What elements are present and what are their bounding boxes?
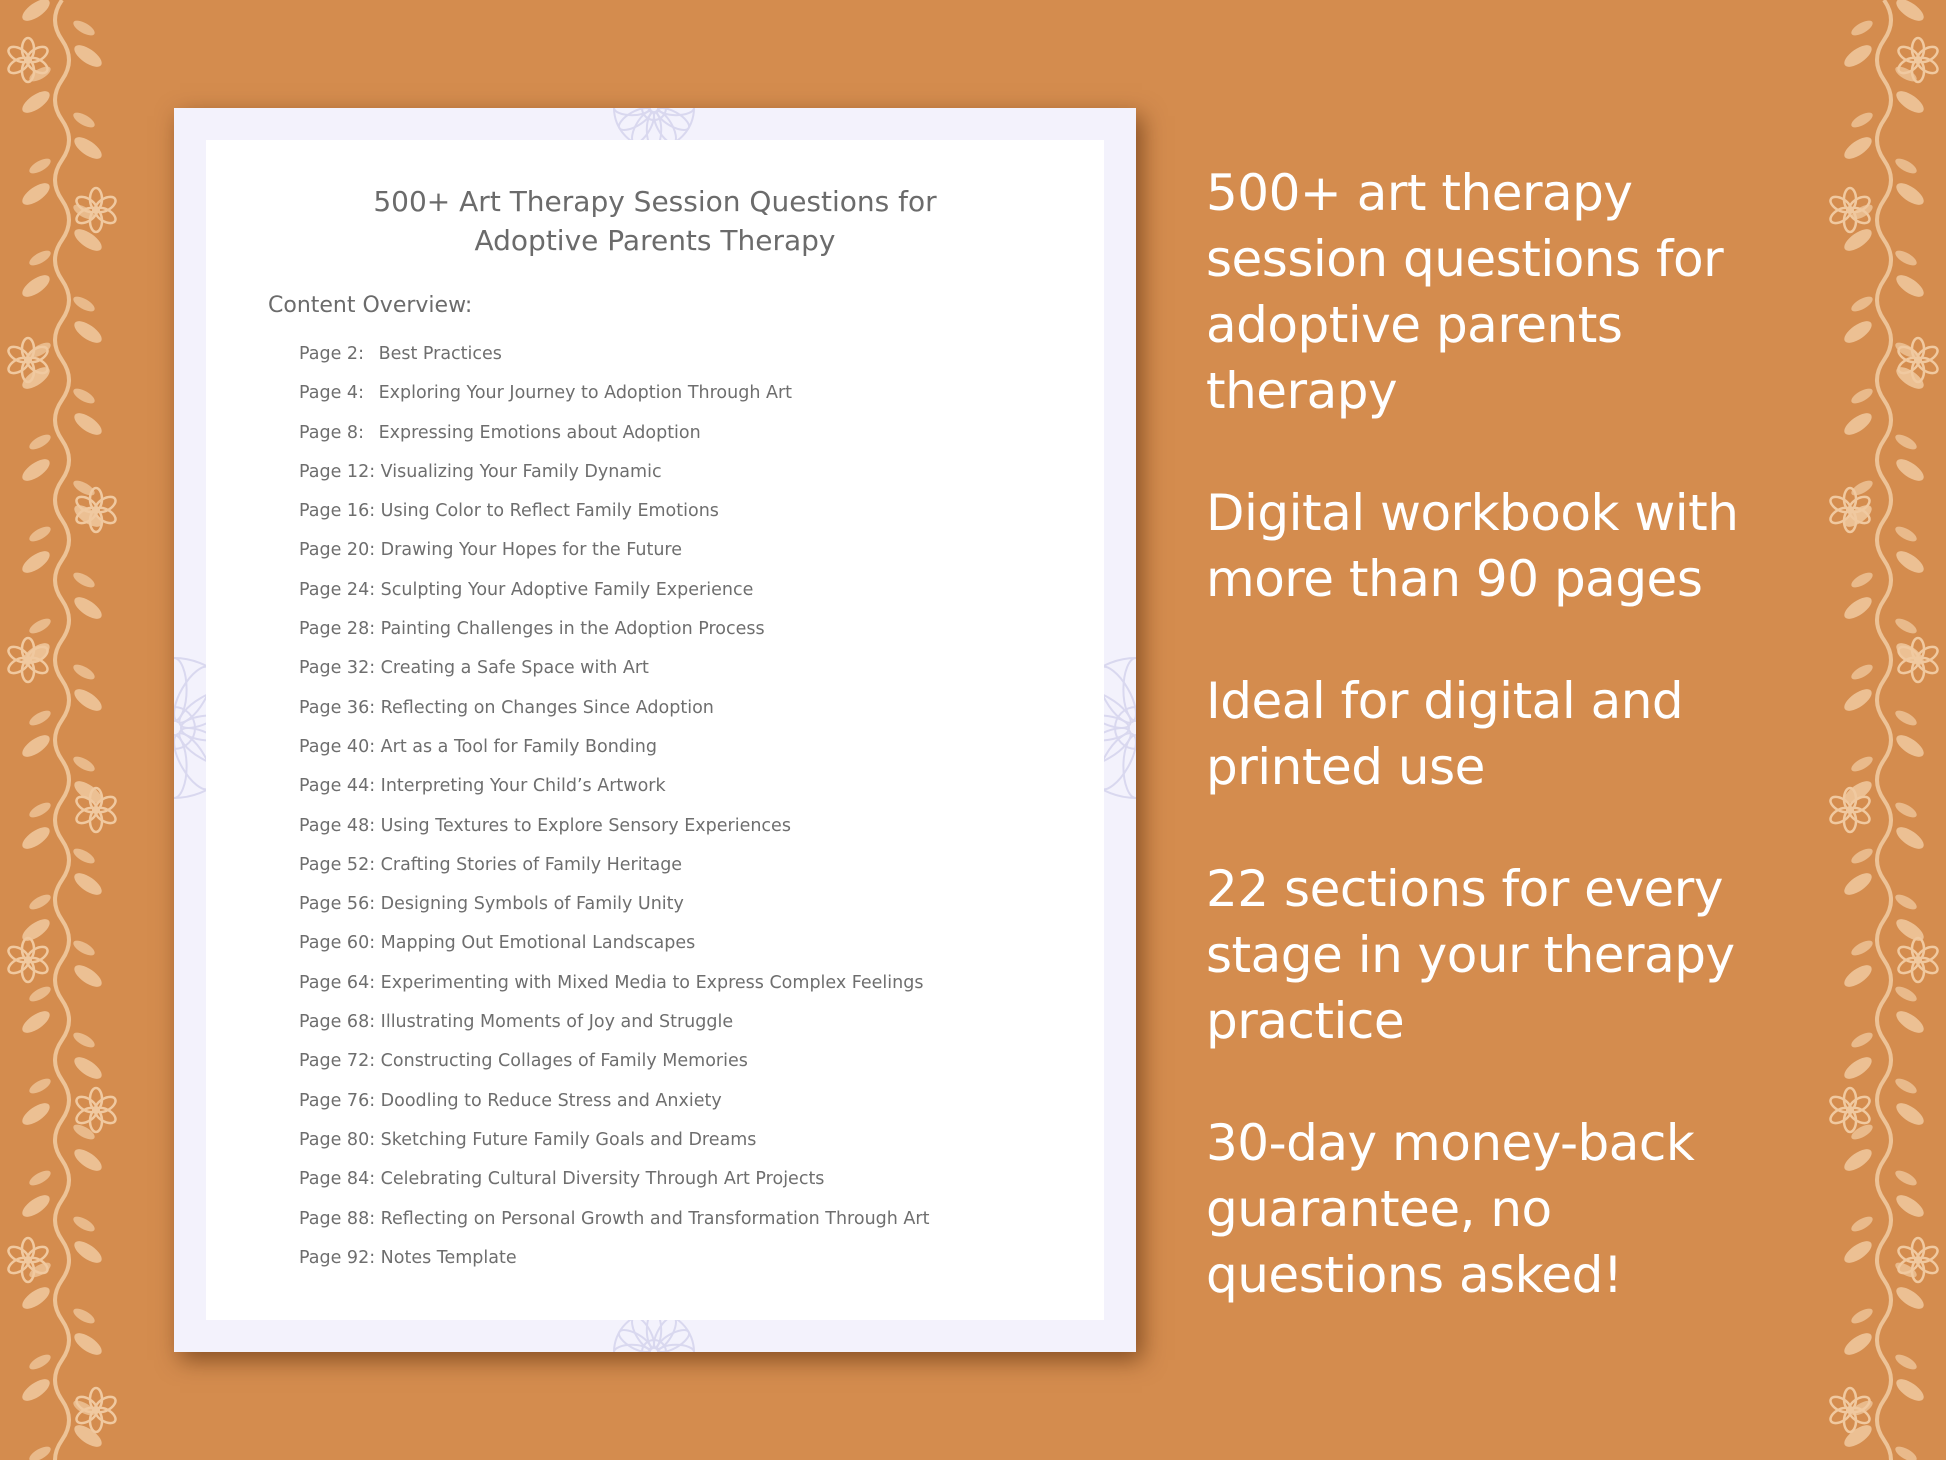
feature-line: therapy xyxy=(1206,362,1398,420)
toc-section-title: Reflecting on Changes Since Adoption xyxy=(380,697,714,718)
toc-page-number: Page 40: xyxy=(299,736,376,757)
document-title-line-2: Adoptive Parents Therapy xyxy=(474,224,836,257)
toc-section-title: Sketching Future Family Goals and Dreams xyxy=(380,1129,757,1150)
feature-line: adoptive parents xyxy=(1206,296,1623,354)
toc-section-title: Painting Challenges in the Adoption Process xyxy=(380,619,765,640)
toc-page-number: Page 68: xyxy=(299,1012,376,1033)
feature-line: questions asked! xyxy=(1206,1246,1623,1304)
toc-page-number: Page 56: xyxy=(299,894,376,915)
toc-item xyxy=(299,658,929,697)
toc-page-number: Page 72: xyxy=(299,1051,376,1072)
toc-page-number: Page 88: xyxy=(299,1208,376,1229)
toc-section-title: Creating a Safe Space with Art xyxy=(380,658,649,679)
toc-page-number: Page 12: xyxy=(299,461,376,482)
toc-section-title: Using Color to Reflect Family Emotions xyxy=(380,501,719,522)
toc-section-title: Art as a Tool for Family Bonding xyxy=(380,736,657,757)
feature-line: printed use xyxy=(1206,738,1485,796)
toc-item xyxy=(299,580,929,619)
toc-section-title: Interpreting Your Child’s Artwork xyxy=(380,776,666,797)
toc-section-title: Using Textures to Explore Sensory Experiences xyxy=(380,815,791,836)
feature-line: 30-day money-back xyxy=(1206,1114,1695,1172)
toc-item xyxy=(299,1012,929,1051)
toc-item xyxy=(299,1130,929,1169)
toc-page-number: Page 24: xyxy=(299,579,376,600)
toc-item xyxy=(299,344,929,383)
feature-line: practice xyxy=(1206,992,1405,1050)
toc-item xyxy=(299,619,929,658)
toc-item xyxy=(299,1209,929,1248)
toc-item xyxy=(299,894,929,933)
toc-page-number: Page 92: xyxy=(299,1247,376,1268)
mandala-ornament-bottom-icon xyxy=(504,1320,804,1352)
toc-item xyxy=(299,1169,929,1208)
feature-line: stage in your therapy xyxy=(1206,926,1735,984)
feature-line: 22 sections for every xyxy=(1206,860,1723,918)
feature-guarantee xyxy=(1206,1110,1694,1308)
toc-page-number: Page 76: xyxy=(299,1090,376,1111)
feature-question-count xyxy=(1206,160,1723,424)
toc-item xyxy=(299,973,929,1012)
toc-item xyxy=(299,540,929,579)
toc-item xyxy=(299,737,929,776)
floral-vine-left-icon xyxy=(0,0,130,1460)
mandala-ornament-top-icon xyxy=(504,108,804,140)
toc-section-title: Celebrating Cultural Diversity Through Art Projects xyxy=(380,1169,825,1190)
toc-item xyxy=(299,933,929,972)
toc-section-title: Experimenting with Mixed Media to Express Complex Feelings xyxy=(380,972,924,993)
feature-page-count xyxy=(1206,480,1738,612)
toc-item xyxy=(299,1248,929,1287)
toc-page-number: Page 52: xyxy=(299,854,376,875)
toc-item xyxy=(299,383,929,422)
toc-section-title: Sculpting Your Adoptive Family Experience xyxy=(380,579,754,600)
toc-item xyxy=(299,1091,929,1130)
toc-section-title: Designing Symbols of Family Unity xyxy=(380,894,684,915)
toc-page-number: Page 2: xyxy=(299,344,364,364)
feature-sections xyxy=(1206,856,1735,1054)
feature-line: session questions for xyxy=(1206,230,1724,288)
mandala-ornament-right-icon xyxy=(1104,608,1136,848)
toc-page-number: Page 64: xyxy=(299,972,376,993)
mandala-ornament-left-icon xyxy=(174,608,206,848)
toc-item xyxy=(299,1051,929,1090)
toc-page-number: Page 48: xyxy=(299,815,376,836)
toc-section-title: Reflecting on Personal Growth and Transformation Through Art xyxy=(380,1208,930,1229)
toc-item xyxy=(299,855,929,894)
toc-item xyxy=(299,816,929,855)
floral-vine-right-icon xyxy=(1816,0,1946,1460)
feature-line: Digital workbook with xyxy=(1206,484,1739,542)
toc-section-title: Notes Template xyxy=(380,1247,517,1268)
toc-page-number: Page 32: xyxy=(299,658,376,679)
toc-item xyxy=(299,698,929,737)
document-content xyxy=(206,140,1104,1320)
toc-page-number: Page 60: xyxy=(299,933,376,954)
toc-item xyxy=(299,423,929,462)
toc-page-number: Page 44: xyxy=(299,776,376,797)
toc-section-title: Drawing Your Hopes for the Future xyxy=(380,540,682,561)
content-overview-label: Content Overview: xyxy=(268,293,473,318)
feature-line: more than 90 pages xyxy=(1206,550,1703,608)
toc-page-number: Page 20: xyxy=(299,540,376,561)
toc-section-title: Crafting Stories of Family Heritage xyxy=(380,854,683,875)
document-title-line-1: 500+ Art Therapy Session Questions for xyxy=(373,185,937,218)
toc-section-title: Expressing Emotions about Adoption xyxy=(378,422,701,443)
feature-line: 500+ art therapy xyxy=(1206,164,1633,222)
toc-page-number: Page 36: xyxy=(299,697,376,718)
feature-line: Ideal for digital and xyxy=(1206,672,1684,730)
toc-item xyxy=(299,501,929,540)
toc-section-title: Doodling to Reduce Stress and Anxiety xyxy=(380,1090,722,1111)
toc-page-number: Page 80: xyxy=(299,1129,376,1150)
toc-page-number: Page 28: xyxy=(299,619,376,640)
toc-page-number: Page 4: xyxy=(299,383,364,404)
toc-item xyxy=(299,462,929,501)
toc-section-title: Constructing Collages of Family Memories xyxy=(380,1051,748,1072)
toc-item xyxy=(299,776,929,815)
toc-section-title: Mapping Out Emotional Landscapes xyxy=(380,933,696,954)
feature-usage xyxy=(1206,668,1683,800)
toc-page-number: Page 84: xyxy=(299,1169,376,1190)
toc-page-number: Page 8: xyxy=(299,422,364,443)
toc-section-title: Exploring Your Journey to Adoption Through Art xyxy=(378,383,793,404)
toc-section-title: Illustrating Moments of Joy and Struggle xyxy=(380,1012,734,1033)
document-page xyxy=(174,108,1136,1352)
toc-section-title: Best Practices xyxy=(378,344,502,364)
toc-section-title: Visualizing Your Family Dynamic xyxy=(380,461,662,482)
feature-line: guarantee, no xyxy=(1206,1180,1552,1238)
toc-page-number: Page 16: xyxy=(299,501,376,522)
table-of-contents xyxy=(299,344,929,1287)
